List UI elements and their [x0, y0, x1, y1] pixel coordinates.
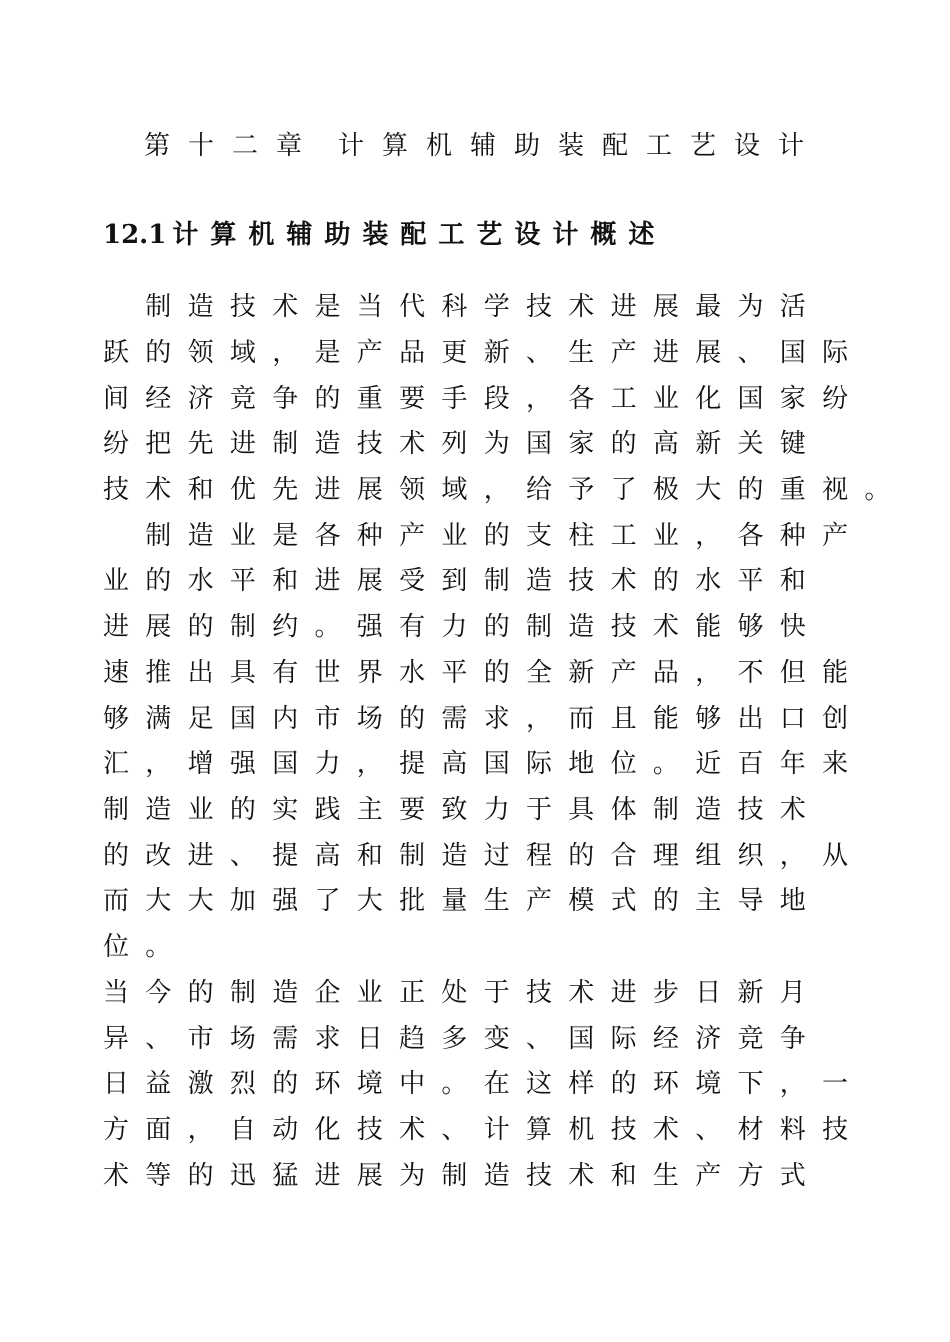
- text-line: 术等的迅猛进展为制造技术和生产方式: [103, 1161, 823, 1191]
- text-line: 日益激烈的环境中。在这样的环境下，一: [103, 1069, 865, 1099]
- text-line: 制造技术是当代科学技术进展最为活: [103, 292, 823, 322]
- text-line: 汇，增强国力，提高国际地位。近百年来: [103, 749, 865, 779]
- text-line: 业的水平和进展受到制造技术的水平和: [103, 566, 823, 596]
- text-line: 异、市场需求日趋多变、国际经济竞争: [103, 1024, 823, 1054]
- text-line: 位。: [103, 932, 188, 962]
- text-line: 速推出具有世界水平的全新产品，不但能: [103, 658, 865, 688]
- text-line: 够满足国内市场的需求，而且能够出口创: [103, 704, 865, 734]
- text-line: 的改进、提高和制造过程的合理组织，从: [103, 841, 865, 871]
- text-line: 方面，自动化技术、计算机技术、材料技: [103, 1115, 865, 1145]
- text-line: 间经济竞争的重要手段，各工业化国家纷: [103, 384, 865, 414]
- section-number: 12.1: [103, 220, 167, 250]
- text-line: 而大大加强了大批量生产模式的主导地: [103, 886, 823, 916]
- text-line: 制造业是各种产业的支柱工业，各种产: [103, 521, 865, 551]
- text-line: 制造业的实践主要致力于具体制造技术: [103, 795, 823, 825]
- text-line: 技术和优先进展领域，给予了极大的重视。: [103, 475, 907, 505]
- chapter-heading: [144, 124, 822, 168]
- chapter-number: 第十二章: [144, 131, 321, 161]
- section-name: 计算机辅助装配工艺设计概述: [172, 220, 667, 250]
- text-line: 跃的领域，是产品更新、生产进展、国际: [103, 338, 865, 368]
- section-heading: [103, 213, 666, 257]
- text-line: 纷把先进制造技术列为国家的高新关键: [103, 429, 823, 459]
- text-line: 进展的制约。强有力的制造技术能够快: [103, 612, 823, 642]
- text-line: 当今的制造企业正处于技术进步日新月: [103, 978, 823, 1008]
- chapter-name: 计算机辅助装配工艺设计: [338, 131, 823, 161]
